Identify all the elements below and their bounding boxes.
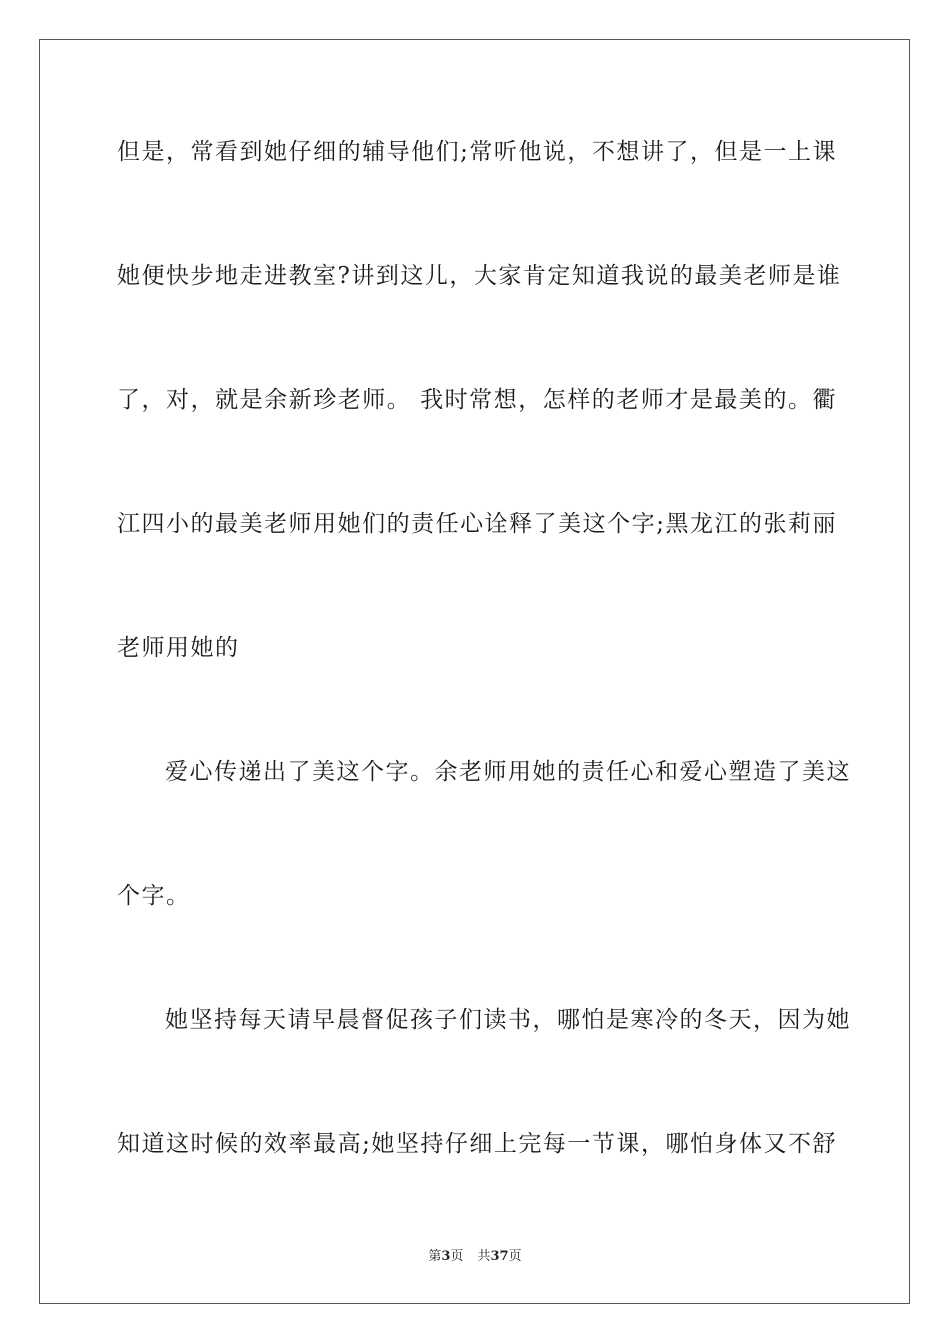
page-prefix: 第 [428, 1249, 442, 1264]
page-footer [0, 1248, 950, 1266]
total-suffix: 页 [508, 1249, 522, 1264]
text-line-2: 她便快步地走进教室?讲到这儿，大家肯定知道我说的最美老师是谁 [117, 263, 842, 289]
total-pages: 37 [490, 1249, 509, 1264]
text-line-4: 江四小的最美老师用她们的责任心诠释了美这个字;黑龙江的张莉丽 [117, 511, 837, 537]
text-line-9: 知道这时候的效率最高;她坚持仔细上完每一节课，哪怕身体又不舒 [117, 1131, 837, 1157]
text-line-6: 爱心传递出了美这个字。余老师用她的责任心和爱心塑造了美这 [165, 759, 851, 785]
page-border [39, 39, 910, 1304]
text-line-1: 但是，常看到她仔细的辅导他们;常听他说，不想讲了，但是一上课 [117, 139, 837, 165]
page-number: 3 [441, 1249, 451, 1264]
text-line-5: 老师用她的 [117, 635, 240, 661]
text-line-7: 个字。 [117, 883, 191, 909]
text-line-8: 她坚持每天请早晨督促孩子们读书，哪怕是寒冷的冬天，因为她 [165, 1007, 851, 1033]
page-suffix: 页 [450, 1249, 464, 1264]
text-line-3: 了，对，就是余新珍老师。 我时常想，怎样的老师才是最美的。衢 [117, 387, 837, 413]
total-prefix: 共 [477, 1249, 491, 1264]
